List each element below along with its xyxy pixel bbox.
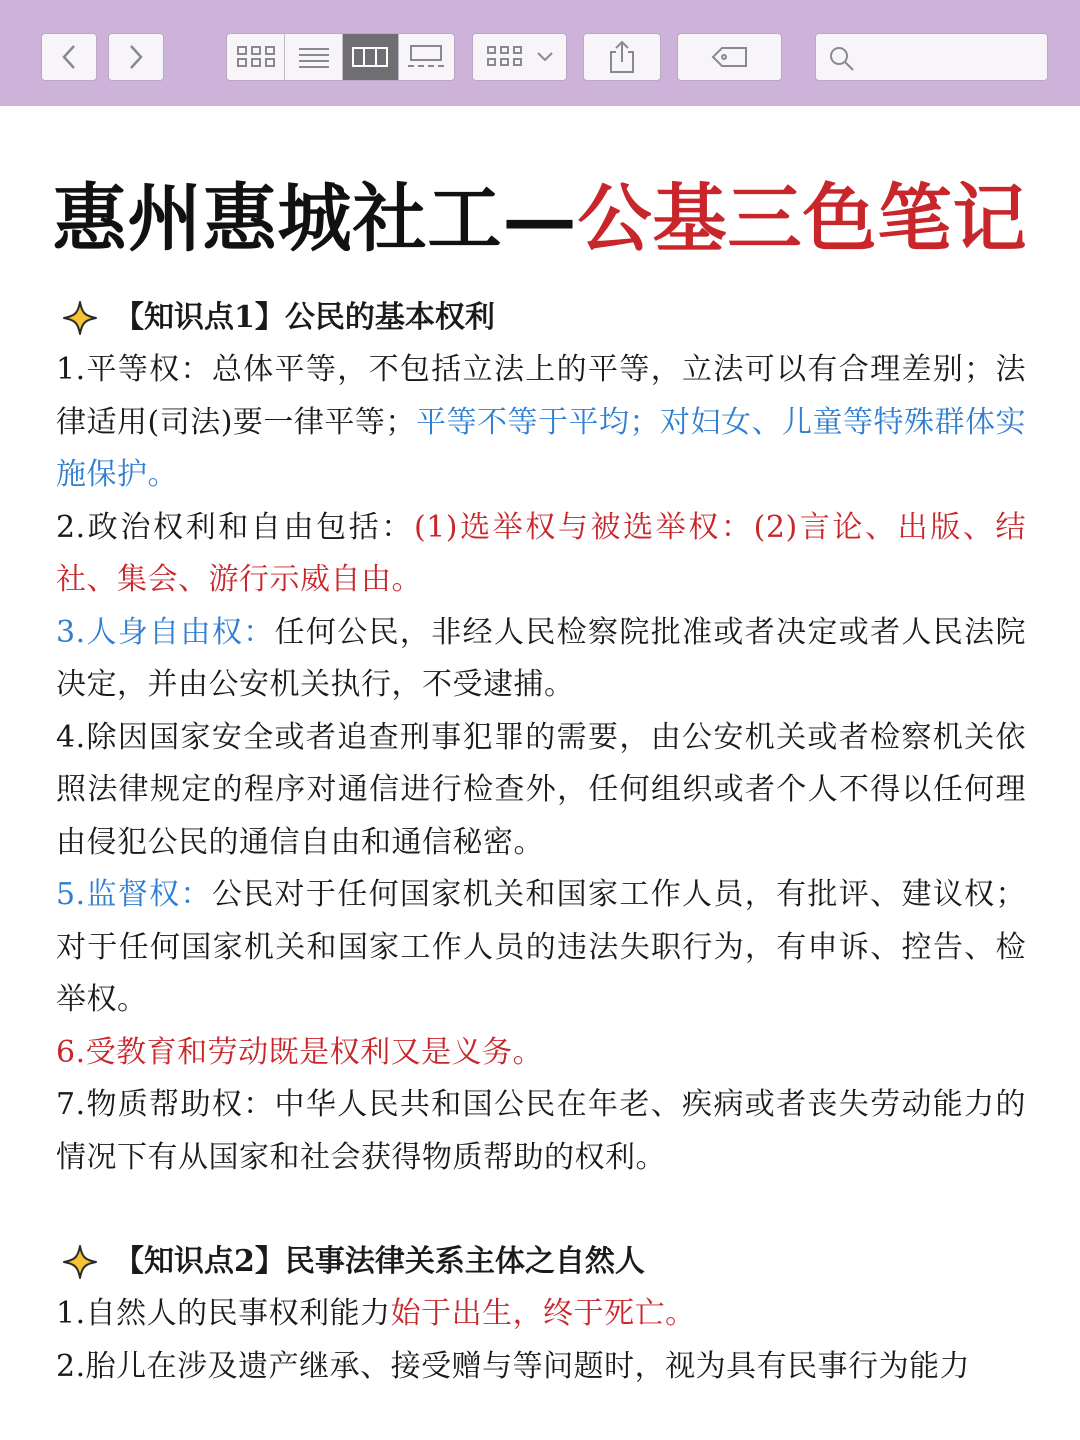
chevron-left-icon: [59, 43, 79, 71]
text-black: 1.平等权：总体平等，不包括立法上的平等，立法可以有合理差别；法律适用(司法)要一律平等；: [56, 352, 1026, 440]
text-blue: 5.监督权：: [56, 877, 212, 912]
heading-text: 【知识点1】公民的基本权利: [114, 300, 495, 335]
text-blue: 3.人身自由权：: [56, 614, 275, 650]
section-heading: [56, 292, 1026, 344]
gallery-view-icon: [406, 44, 446, 70]
section-knowledge-point-1: [56, 292, 1026, 1184]
text-black: 公民对于任何国家机关和国家工作人员，有批评、建议权；对于任何国家机关和国家工作人员的违法失职行为，有申诉、控告、检举权。: [56, 877, 1027, 1017]
paragraph-1: [56, 1288, 1026, 1341]
text-red: 始于出生，终于死亡。: [390, 1296, 696, 1331]
text-red: (1)选举权与被选举权：(2)言论、出版、结社、集会、游行示威自由。: [56, 509, 1026, 597]
paragraph-1: [56, 344, 1026, 502]
sparkle-star-icon: [62, 300, 98, 336]
paragraph-4: 4.除因国家安全或者追查刑事犯罪的需要，由公安机关或者检察机关依照法律规定的程序对通信进行检查外，任何组织或者个人不得以任何理由侵犯公民的通信自由和通信秘密。: [56, 719, 1026, 860]
paragraph-6: 6.受教育和劳动既是权利又是义务。: [56, 1034, 544, 1070]
share-icon: [608, 40, 636, 74]
group-by-button[interactable]: [472, 33, 567, 81]
chevron-down-icon: [536, 51, 554, 63]
sparkle-star-icon: [62, 1244, 98, 1280]
title-part-black: 惠州惠城社工—: [52, 176, 578, 262]
list-view-button[interactable]: [285, 34, 343, 80]
heading-text: 【知识点2】民事法律关系主体之自然人: [114, 1244, 645, 1279]
tag-button[interactable]: [677, 33, 782, 81]
back-button[interactable]: [41, 33, 97, 81]
paragraph-2: 2.胎儿在涉及遗产继承、接受赠与等问题时，视为具有民事行为能力: [56, 1348, 971, 1384]
text-blue: 平等不等于平均；对妇女、儿童等特殊群体实施保护。: [56, 404, 1026, 492]
gallery-view-button[interactable]: [399, 34, 455, 80]
grid-view-button[interactable]: [227, 34, 285, 80]
tag-icon: [710, 45, 750, 69]
paragraph-7: 7.物质帮助权：中华人民共和国公民在年老、疾病或者丧失劳动能力的情况下有从国家和社会获得物质帮助的权利。: [56, 1087, 1026, 1175]
section-knowledge-point-2: [56, 1236, 1026, 1393]
search-icon: [828, 45, 856, 73]
chevron-right-icon: [126, 43, 146, 71]
page-title: [0, 160, 1080, 266]
column-view-button[interactable]: [343, 34, 399, 80]
share-button[interactable]: [583, 33, 661, 81]
section-heading: [56, 1236, 1026, 1288]
text-black: 1.自然人的民事权利能力: [56, 1296, 391, 1331]
title-part-red: 公基三色笔记: [577, 176, 1028, 262]
paragraph-2: [56, 502, 1026, 607]
forward-button[interactable]: [108, 33, 164, 81]
toolbar: [0, 0, 1080, 106]
paragraph-3: [56, 607, 1026, 712]
paragraph-5: [56, 869, 1026, 1027]
list-view-icon: [297, 45, 331, 69]
text-black: 任何公民，非经人民检察院批准或者决定或者人民法院决定，并由公安机关执行，不受逮捕。: [56, 614, 1027, 702]
group-by-icon: [486, 45, 526, 69]
search-input[interactable]: [864, 40, 1038, 76]
text-black: 2.政治权利和自由包括：: [56, 509, 414, 545]
grid-view-icon: [236, 45, 276, 69]
column-view-icon: [351, 45, 389, 69]
search-field[interactable]: [815, 33, 1048, 81]
view-mode-switcher: [226, 33, 455, 81]
